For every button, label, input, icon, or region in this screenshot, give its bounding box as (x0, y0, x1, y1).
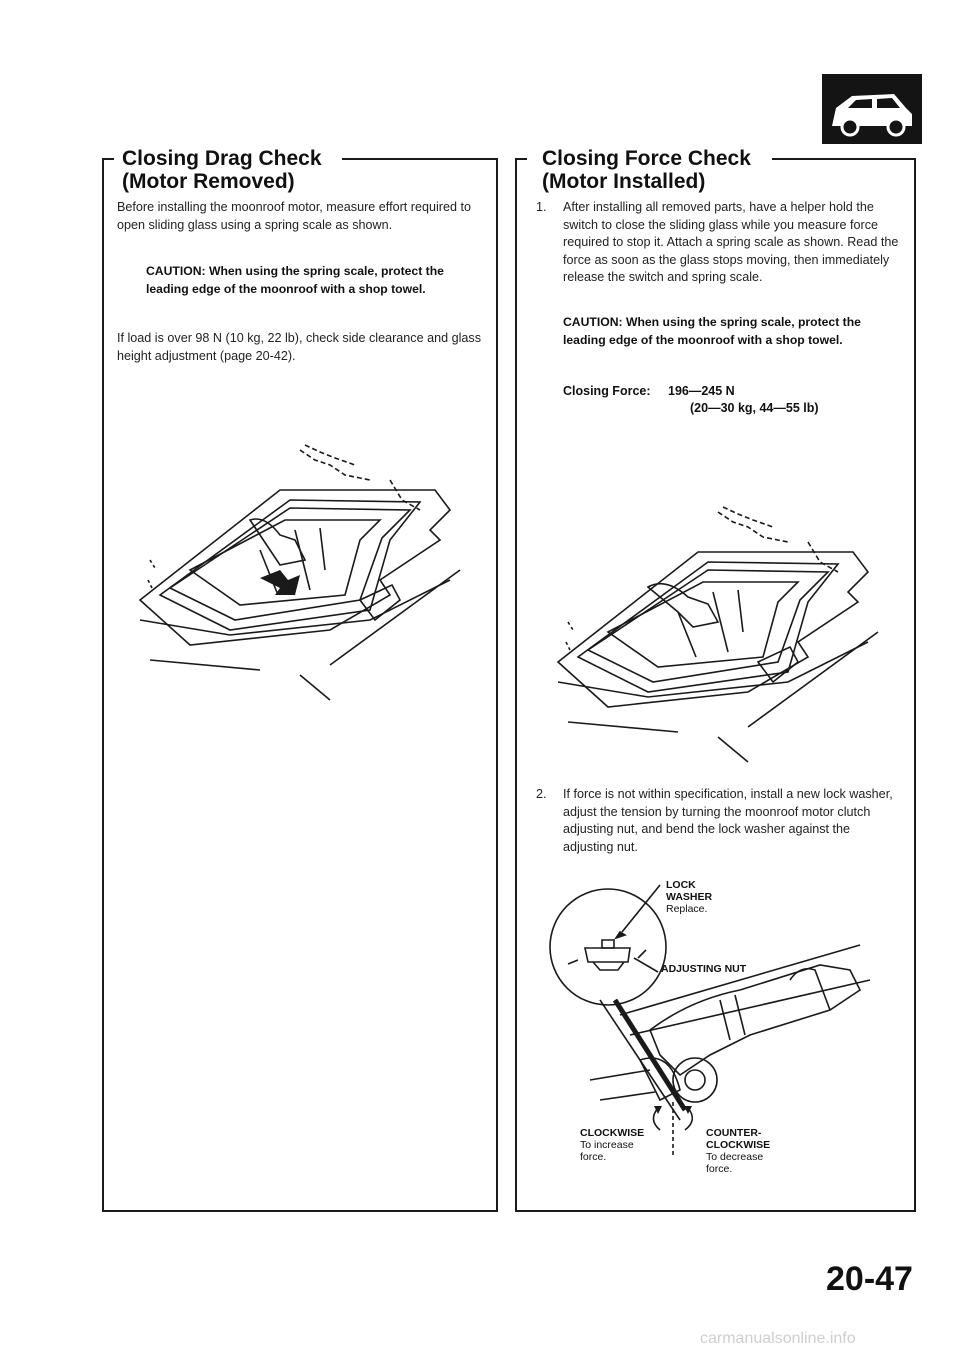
counter-clockwise-label-2: CLOCKWISE (706, 1139, 771, 1151)
step-2-number: 2. (536, 787, 547, 801)
counter-clockwise-label: COUNTER- (706, 1127, 762, 1139)
clockwise-note: To increase (580, 1139, 634, 1151)
lock-washer-label: LOCK (666, 879, 696, 891)
clockwise-note-2: force. (580, 1151, 607, 1163)
adjusting-nut-label: ADJUSTING NUT (661, 963, 747, 975)
counter-clockwise-note-2: force. (706, 1163, 733, 1175)
closing-force-spec-alt: (20—30 kg, 44—55 lb) (690, 401, 819, 415)
closing-force-title: Closing Force Check (542, 147, 751, 170)
closing-drag-intro: Before installing the moonroof motor, measure effort required to open sliding glass using a spring scale as shown. (117, 200, 471, 232)
closing-drag-title: Closing Drag Check (122, 147, 322, 170)
section-car-icon (822, 74, 922, 144)
closing-drag-caution: CAUTION: When using the spring scale, protect the leading edge of the moonroof with a shop towel. (146, 264, 444, 296)
moonroof-spring-scale-illustration (130, 420, 470, 710)
step-2-text: If force is not within specification, install a new lock washer, adjust the tension by turning the moonroof motor clutch adjusting nut, and bend the lock washer against the adjusting nut. (563, 787, 893, 854)
step-1-number: 1. (536, 200, 547, 214)
clockwise-label: CLOCKWISE (580, 1127, 645, 1139)
closing-drag-load-note: If load is over 98 N (10 kg, 22 lb), check side clearance and glass height adjustment (page 20-42). (117, 331, 482, 363)
lock-washer-replace-note: Replace. (666, 903, 708, 915)
page-number: 20-47 (826, 1260, 913, 1298)
motor-adjusting-nut-illustration (530, 870, 900, 1160)
counter-clockwise-note: To decrease (706, 1151, 764, 1163)
moonroof-motor-installed-illustration (548, 482, 888, 772)
footer-watermark: carmanualsonline.info (700, 1330, 856, 1347)
lock-washer-label-2: WASHER (666, 891, 713, 903)
closing-force-caution: CAUTION: When using the spring scale, protect the leading edge of the moonroof with a shop towel. (563, 315, 861, 347)
closing-force-spec-value: 196—245 N (668, 384, 735, 398)
step-1-text: After installing all removed parts, have a helper hold the switch to close the sliding glass while you measure force required to stop it. Attach a spring scale as shown. Read the force as soon as the glass stops moving, then immediately release the switch and spring scale. (563, 200, 899, 284)
closing-drag-subtitle: (Motor Removed) (122, 170, 295, 193)
closing-force-spec-label: Closing Force: (563, 384, 651, 398)
closing-force-subtitle: (Motor Installed) (542, 170, 706, 193)
